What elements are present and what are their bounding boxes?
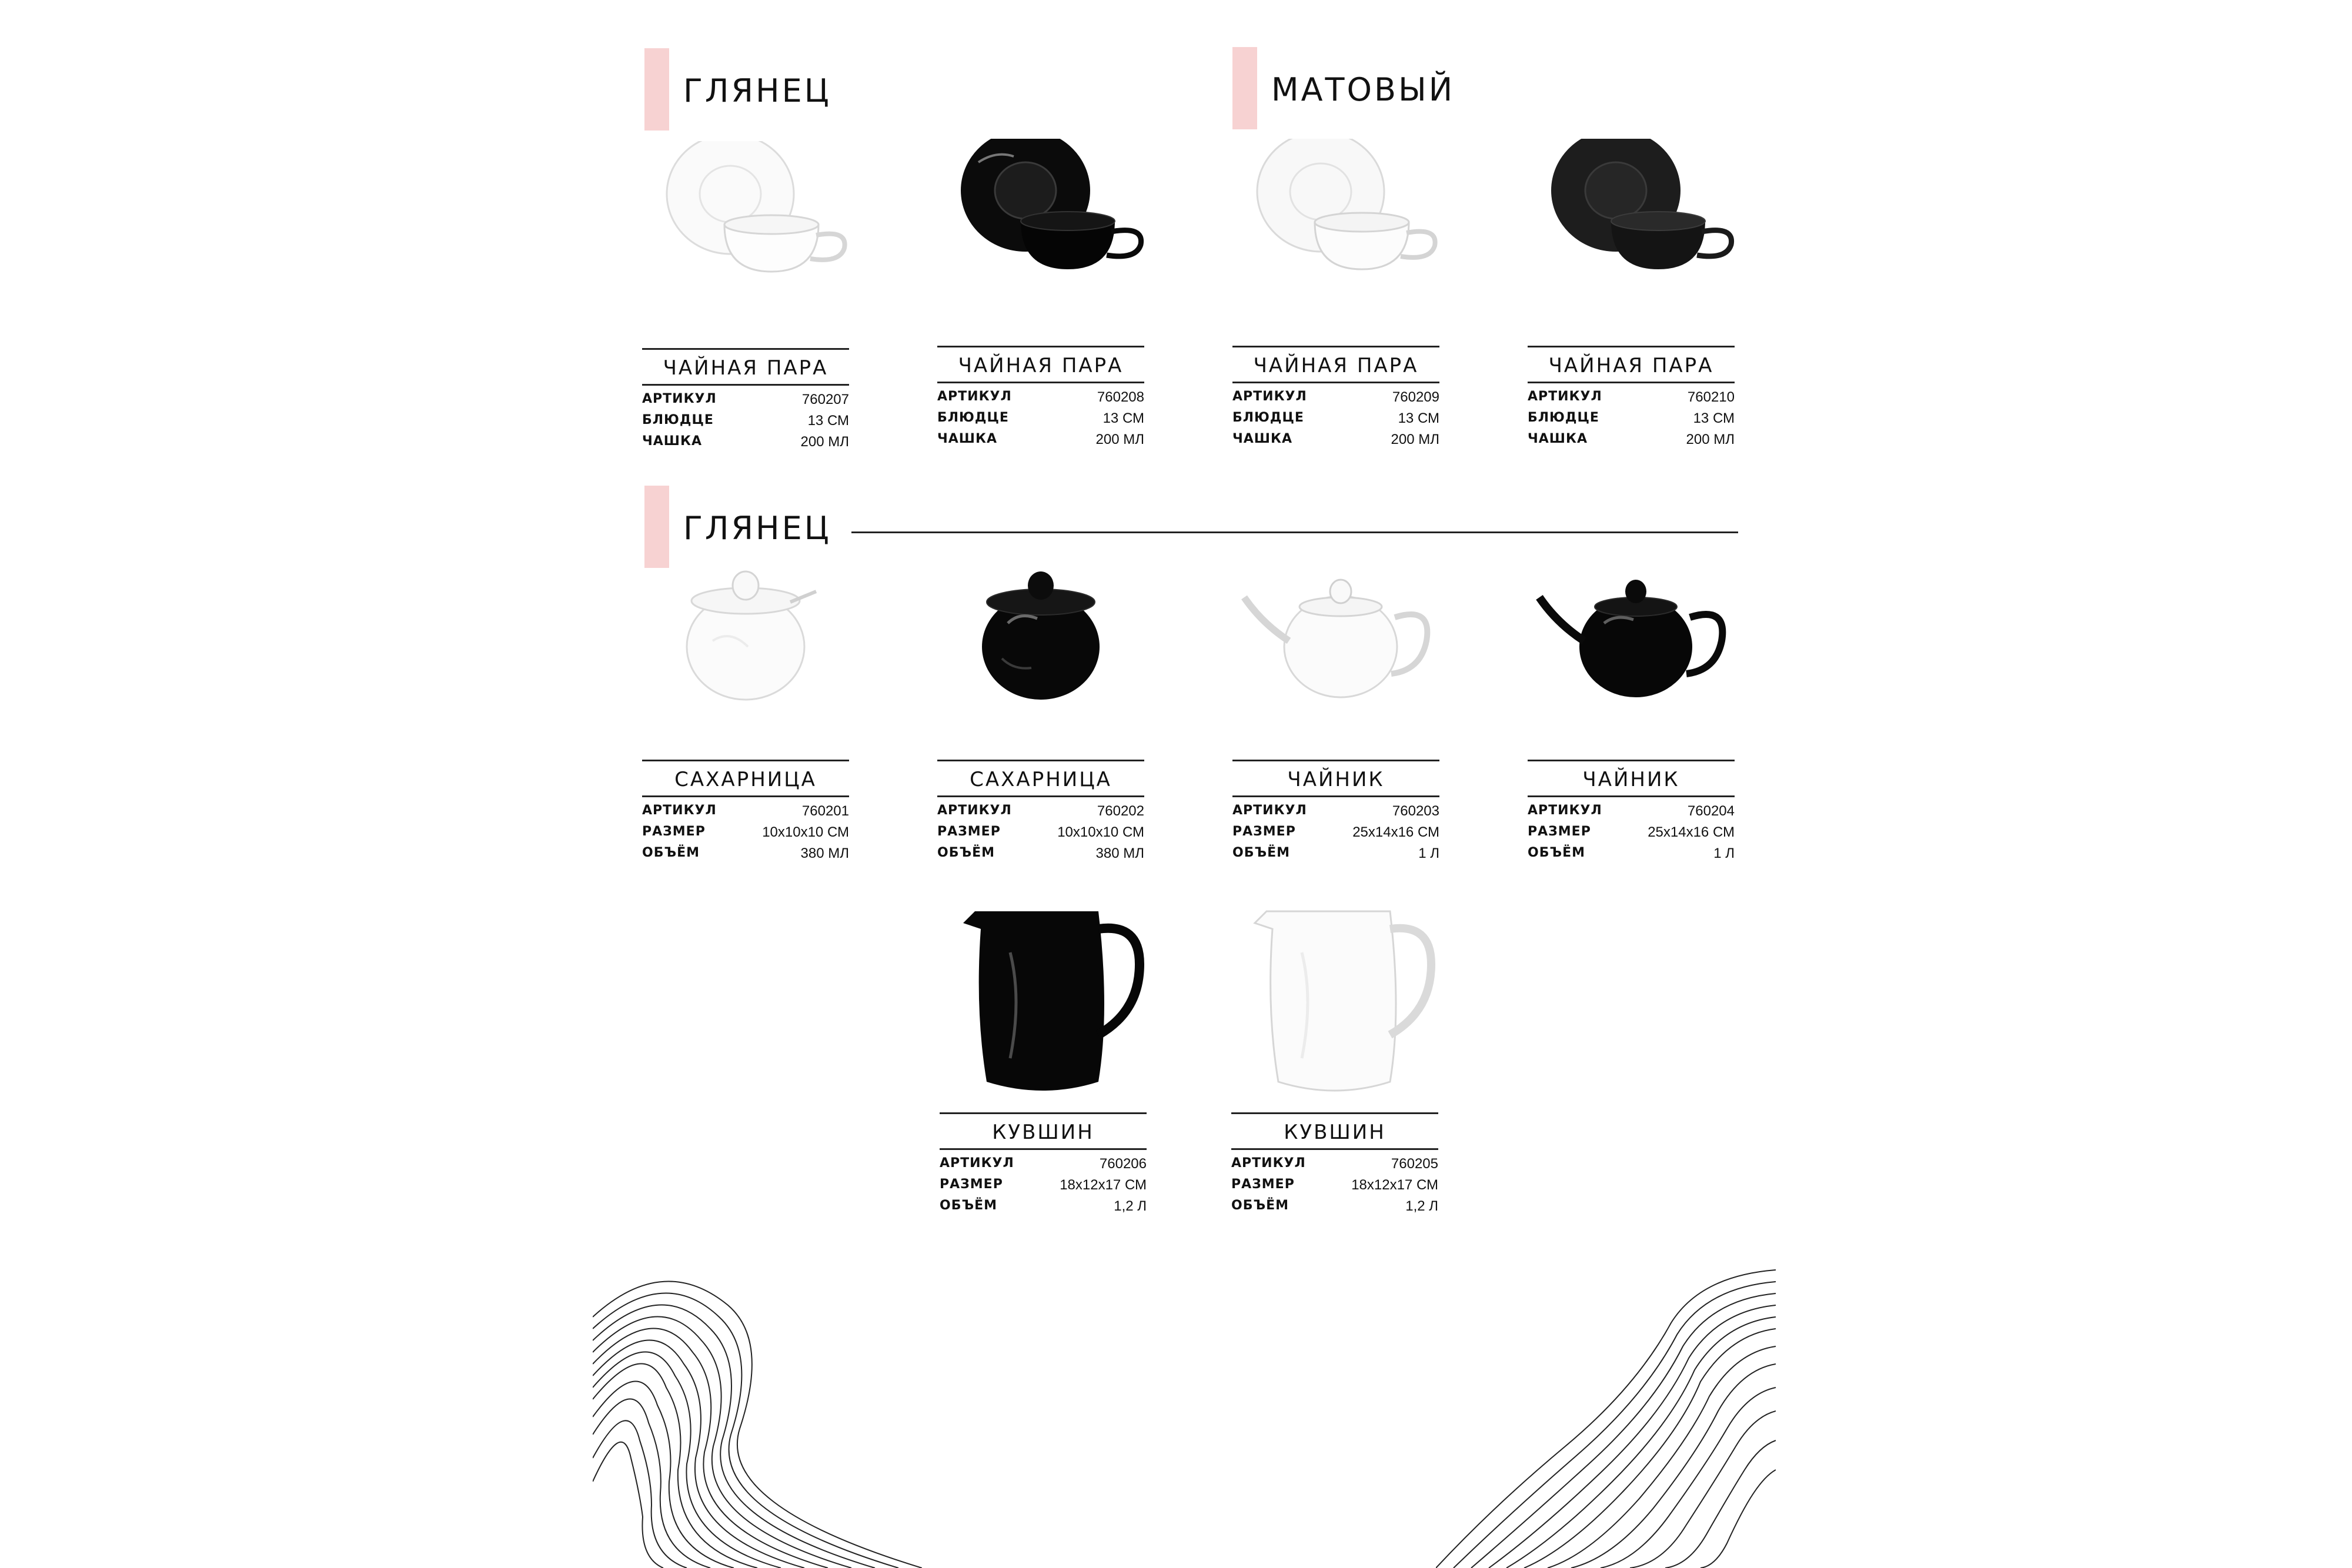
section-title: ГЛЯНЕЦ (683, 510, 831, 547)
product-info (1528, 346, 1735, 447)
spec-label: ОБЪЁМ (937, 845, 995, 860)
spec-label: РАЗМЕР (642, 824, 706, 839)
spec-row (642, 435, 849, 449)
spec-value: 13 СМ (807, 413, 849, 429)
spec-label: БЛЮДЦЕ (642, 413, 714, 427)
product-info (1528, 760, 1735, 861)
spec-row (1528, 433, 1735, 447)
spec-label: АРТИКУЛ (940, 1156, 1014, 1171)
spec-value: 200 МЛ (1391, 432, 1439, 447)
teapot-icon (1528, 553, 1735, 741)
section-header-glossy-1 (644, 48, 880, 136)
product-name: САХАРНИЦА (937, 760, 1144, 797)
spec-label: ЧАШКА (642, 434, 702, 449)
teapot-icon (1232, 553, 1439, 741)
spec-label: АРТИКУЛ (1528, 389, 1602, 404)
jug-icon (1231, 905, 1438, 1094)
product-info (1232, 346, 1439, 447)
tea-pair-icon (642, 141, 849, 329)
spec-row (1232, 412, 1439, 426)
spec-row (937, 825, 1144, 840)
sugar-bowl-icon (642, 553, 849, 741)
spec-value: 200 МЛ (1686, 432, 1735, 447)
spec-label: ОБЪЁМ (940, 1198, 998, 1213)
spec-label: АРТИКУЛ (1528, 803, 1602, 818)
spec-value: 760202 (1097, 803, 1144, 819)
spec-label: РАЗМЕР (1231, 1177, 1295, 1192)
spec-row (1232, 847, 1439, 861)
spec-value: 25х14х16 СМ (1352, 824, 1439, 840)
product-info (940, 1112, 1147, 1213)
spec-label: ОБЪЁМ (1528, 845, 1586, 860)
spec-row (642, 825, 849, 840)
spec-value: 10х10х10 СМ (762, 824, 849, 840)
spec-row (937, 412, 1144, 426)
spec-row (642, 414, 849, 428)
spec-label: АРТИКУЛ (937, 803, 1012, 818)
spec-value: 760203 (1392, 803, 1439, 819)
spec-label: ЧАШКА (937, 432, 997, 446)
spec-row (1232, 825, 1439, 840)
spec-value: 380 МЛ (1095, 845, 1144, 861)
product-name: ЧАЙНАЯ ПАРА (642, 348, 849, 386)
product-info (937, 760, 1144, 861)
spec-row (940, 1199, 1147, 1213)
spec-value: 380 МЛ (800, 845, 849, 861)
jug-icon (940, 905, 1147, 1094)
spec-label: РАЗМЕР (937, 824, 1001, 839)
spec-value: 760204 (1687, 803, 1735, 819)
spec-label: БЛЮДЦЕ (1232, 410, 1304, 425)
product-info (1232, 760, 1439, 861)
spec-label: РАЗМЕР (940, 1177, 1003, 1192)
spec-value: 200 МЛ (800, 434, 849, 450)
spec-label: БЛЮДЦЕ (937, 410, 1009, 425)
spec-row (1231, 1199, 1438, 1213)
spec-row (940, 1157, 1147, 1171)
spec-row (642, 847, 849, 861)
product-name: КУВШИН (940, 1112, 1147, 1150)
section-accent-bar (644, 48, 669, 131)
section-accent-bar (1232, 47, 1257, 129)
spec-value: 200 МЛ (1095, 432, 1144, 447)
spec-value: 760209 (1392, 389, 1439, 405)
spec-label: АРТИКУЛ (642, 803, 717, 818)
spec-row (1231, 1178, 1438, 1192)
spec-value: 18х12х17 СМ (1351, 1177, 1438, 1193)
spec-value: 760201 (801, 803, 849, 819)
product-name: ЧАЙНИК (1232, 760, 1439, 797)
wave-lines-left-decoration (593, 1252, 922, 1568)
section-title: МАТОВЫЙ (1271, 71, 1455, 108)
product-name: ЧАЙНАЯ ПАРА (1232, 346, 1439, 383)
spec-row (1232, 804, 1439, 818)
spec-value: 760205 (1391, 1156, 1438, 1172)
spec-label: АРТИКУЛ (1232, 389, 1307, 404)
spec-value: 760210 (1687, 389, 1735, 405)
spec-label: АРТИКУЛ (937, 389, 1012, 404)
spec-value: 760206 (1099, 1156, 1147, 1172)
spec-value: 760207 (801, 392, 849, 407)
spec-label: ЧАШКА (1528, 432, 1588, 446)
spec-value: 25х14х16 СМ (1648, 824, 1735, 840)
spec-value: 13 СМ (1398, 410, 1439, 426)
spec-row (937, 804, 1144, 818)
spec-row (1232, 433, 1439, 447)
spec-row (1232, 390, 1439, 404)
product-info (642, 760, 849, 861)
product-name: ЧАЙНАЯ ПАРА (937, 346, 1144, 383)
sugar-bowl-icon (937, 553, 1144, 741)
spec-label: АРТИКУЛ (642, 392, 717, 406)
spec-label: ОБЪЁМ (1232, 845, 1291, 860)
spec-row (937, 390, 1144, 404)
spec-label: ОБЪЁМ (642, 845, 700, 860)
spec-row (1528, 804, 1735, 818)
catalog-page (593, 0, 1776, 1568)
spec-row (642, 804, 849, 818)
product-name: САХАРНИЦА (642, 760, 849, 797)
spec-value: 1 Л (1713, 845, 1735, 861)
spec-value: 13 СМ (1693, 410, 1735, 426)
spec-row (1528, 825, 1735, 840)
tea-pair-icon (1528, 139, 1735, 327)
section-title: ГЛЯНЕЦ (683, 72, 831, 109)
section-header-matte (1232, 47, 1468, 135)
spec-label: БЛЮДЦЕ (1528, 410, 1599, 425)
spec-label: ЧАШКА (1232, 432, 1292, 446)
spec-label: РАЗМЕР (1232, 824, 1296, 839)
product-info (1231, 1112, 1438, 1213)
spec-value: 1,2 Л (1405, 1198, 1438, 1214)
spec-row (937, 433, 1144, 447)
product-info (642, 348, 849, 449)
tea-pair-icon (1232, 139, 1439, 327)
spec-row (1528, 412, 1735, 426)
tea-pair-icon (937, 139, 1144, 327)
spec-value: 13 СМ (1102, 410, 1144, 426)
spec-row (1231, 1157, 1438, 1171)
product-name: ЧАЙНИК (1528, 760, 1735, 797)
product-name: КУВШИН (1231, 1112, 1438, 1150)
spec-row (1528, 390, 1735, 404)
spec-label: АРТИКУЛ (1232, 803, 1307, 818)
spec-value: 18х12х17 СМ (1060, 1177, 1147, 1193)
spec-row (937, 847, 1144, 861)
wave-lines-right-decoration (1436, 1252, 1776, 1568)
product-name: ЧАЙНАЯ ПАРА (1528, 346, 1735, 383)
product-info (937, 346, 1144, 447)
spec-label: РАЗМЕР (1528, 824, 1591, 839)
spec-label: ОБЪЁМ (1231, 1198, 1289, 1213)
spec-row (940, 1178, 1147, 1192)
spec-label: АРТИКУЛ (1231, 1156, 1306, 1171)
spec-row (1528, 847, 1735, 861)
spec-value: 760208 (1097, 389, 1144, 405)
spec-value: 1 Л (1418, 845, 1439, 861)
section-divider (851, 531, 1738, 533)
spec-row (642, 393, 849, 407)
spec-value: 10х10х10 СМ (1057, 824, 1144, 840)
spec-value: 1,2 Л (1114, 1198, 1147, 1214)
